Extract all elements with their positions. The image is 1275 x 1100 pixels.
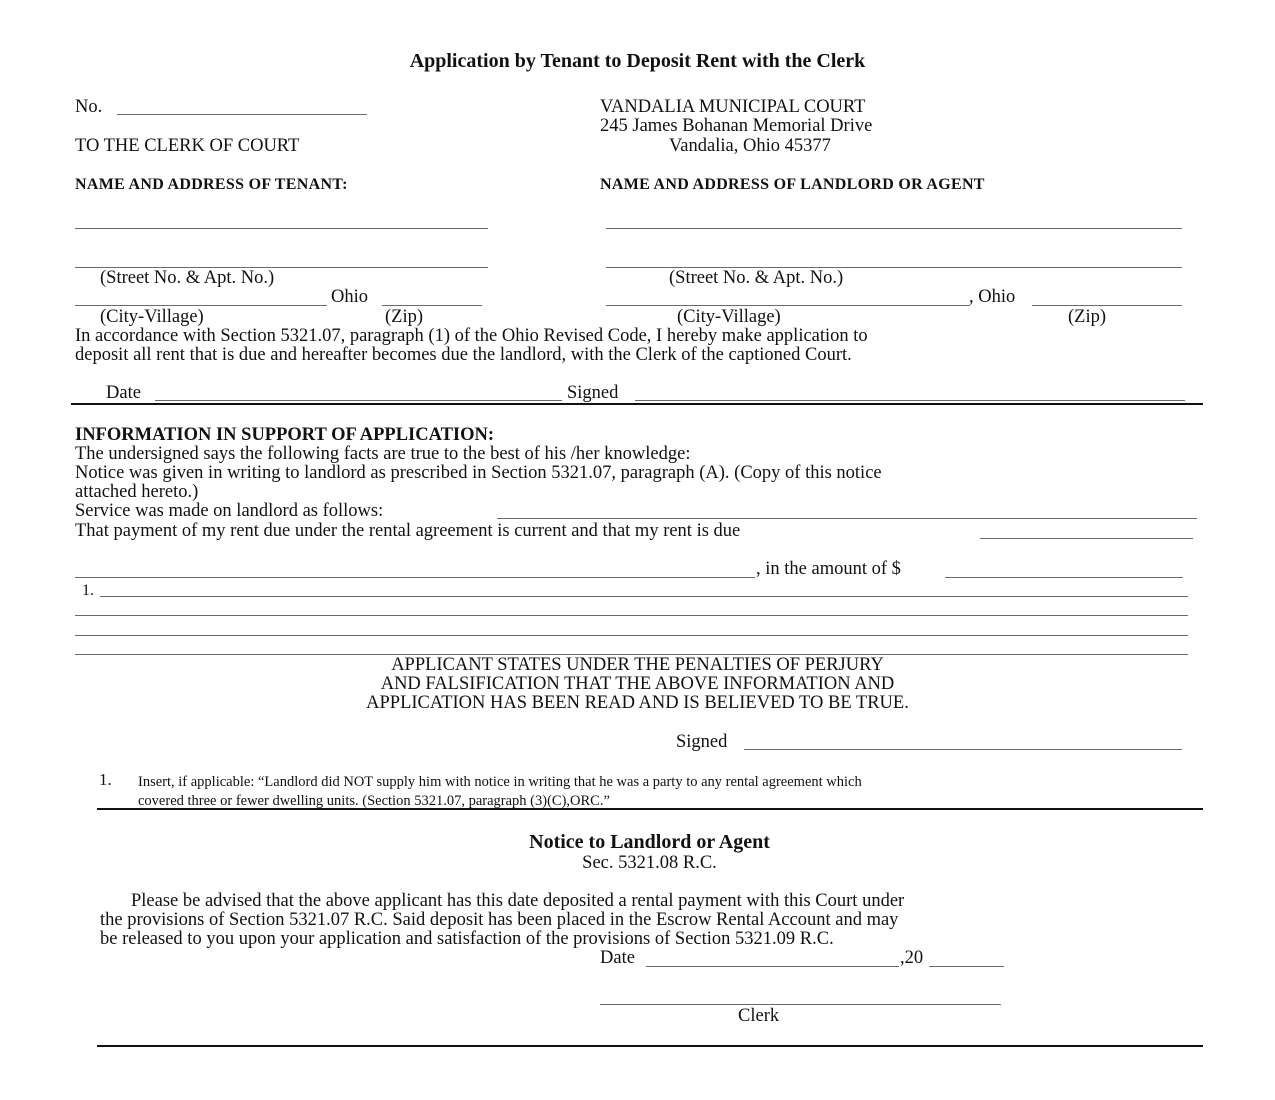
support-line-1: The undersigned says the following facts are true to the best of his /her knowledge: bbox=[75, 444, 691, 464]
court-city: Vandalia, Ohio 45377 bbox=[669, 136, 831, 156]
tenant-zip-label: (Zip) bbox=[385, 307, 424, 327]
landlord-city-field[interactable] bbox=[606, 305, 970, 306]
page-title: Application by Tenant to Deposit Rent with the Clerk bbox=[409, 50, 866, 72]
application-signature-field[interactable] bbox=[635, 400, 1185, 401]
section-divider-3 bbox=[97, 1045, 1203, 1047]
court-street: 245 James Bohanan Memorial Drive bbox=[600, 116, 873, 136]
support-item-line-1[interactable] bbox=[100, 596, 1188, 597]
amount-field[interactable] bbox=[945, 577, 1183, 578]
perjury-line-3: APPLICATION HAS BEEN READ AND IS BELIEVED TO BE TRUE. bbox=[366, 693, 909, 713]
tenant-city-field[interactable] bbox=[75, 305, 327, 306]
support-line-3: attached hereto.) bbox=[75, 482, 199, 502]
notice-body-line-2: the provisions of Section 5321.07 R.C. Said deposit has been placed in the Escrow Rental Account and may bbox=[100, 910, 899, 930]
notice-body-line-1: Please be advised that the above applicant has this date deposited a rental payment with this Court under bbox=[131, 891, 905, 911]
notice-title: Notice to Landlord or Agent bbox=[529, 831, 770, 853]
rent-due-date-field[interactable] bbox=[75, 577, 755, 578]
notice-body-line-3: be released to you upon your application and satisfaction of the provisions of Section 5321.09 R.C. bbox=[100, 929, 834, 949]
case-number-label: No. bbox=[75, 97, 103, 117]
landlord-name-field[interactable] bbox=[606, 228, 1182, 229]
notice-subtitle: Sec. 5321.08 R.C. bbox=[582, 853, 717, 873]
tenant-ohio-label: Ohio bbox=[331, 287, 368, 307]
tenant-zip-field[interactable] bbox=[382, 305, 482, 306]
landlord-street-label: (Street No. & Apt. No.) bbox=[669, 268, 844, 288]
footnote-number: 1. bbox=[99, 770, 112, 789]
application-date-field[interactable] bbox=[155, 400, 562, 401]
application-text-line-1: In accordance with Section 5321.07, paragraph (1) of the Ohio Revised Code, I hereby make application to bbox=[75, 326, 868, 346]
item-number: 1. bbox=[82, 582, 94, 599]
tenant-header: NAME AND ADDRESS OF TENANT: bbox=[75, 176, 348, 193]
notice-year-field[interactable] bbox=[929, 966, 1004, 967]
support-item-line-3[interactable] bbox=[75, 635, 1188, 636]
footnote-line-2: covered three or fewer dwelling units. (Section 5321.07, paragraph (3)(C),ORC.” bbox=[138, 793, 610, 809]
support-signature-field[interactable] bbox=[744, 749, 1182, 750]
rent-due-field[interactable] bbox=[980, 538, 1193, 539]
perjury-line-1: APPLICANT STATES UNDER THE PENALTIES OF PERJURY bbox=[391, 655, 884, 675]
support-item-line-2[interactable] bbox=[75, 615, 1188, 616]
to-clerk-label: TO THE CLERK OF COURT bbox=[75, 136, 300, 156]
payment-label: That payment of my rent due under the rental agreement is current and that my rent is due bbox=[75, 521, 741, 541]
section-divider-2 bbox=[97, 808, 1203, 810]
application-signed-label: Signed bbox=[567, 383, 619, 403]
service-label: Service was made on landlord as follows: bbox=[75, 501, 384, 521]
clerk-label: Clerk bbox=[738, 1006, 780, 1026]
perjury-line-2: AND FALSIFICATION THAT THE ABOVE INFORMATION AND bbox=[380, 674, 895, 694]
tenant-city-label: (City-Village) bbox=[100, 307, 204, 327]
landlord-header: NAME AND ADDRESS OF LANDLORD OR AGENT bbox=[600, 176, 985, 193]
support-header: INFORMATION IN SUPPORT OF APPLICATION: bbox=[75, 425, 495, 445]
notice-year-label: ,20 bbox=[900, 948, 924, 968]
notice-date-field[interactable] bbox=[646, 966, 899, 967]
landlord-zip-label: (Zip) bbox=[1068, 307, 1107, 327]
application-text-line-2: deposit all rent that is due and hereafter becomes due the landlord, with the Clerk of the captioned Court. bbox=[75, 345, 852, 365]
notice-date-label: Date bbox=[600, 948, 635, 968]
support-signed-label: Signed bbox=[676, 732, 728, 752]
landlord-ohio-label: , Ohio bbox=[969, 287, 1016, 307]
landlord-city-label: (City-Village) bbox=[677, 307, 781, 327]
service-field[interactable] bbox=[497, 518, 1197, 519]
support-line-2: Notice was given in writing to landlord as prescribed in Section 5321.07, paragraph (A). (Copy of this notice bbox=[75, 463, 882, 483]
clerk-signature-field[interactable] bbox=[600, 1004, 1001, 1005]
landlord-zip-field[interactable] bbox=[1032, 305, 1182, 306]
tenant-name-field[interactable] bbox=[75, 228, 488, 229]
application-date-label: Date bbox=[106, 383, 141, 403]
footnote-line-1: Insert, if applicable: “Landlord did NOT supply him with notice in writing that he was a party to any rental agreement which bbox=[138, 774, 862, 790]
case-number-field[interactable] bbox=[117, 114, 367, 115]
tenant-street-label: (Street No. & Apt. No.) bbox=[100, 268, 275, 288]
amount-label: , in the amount of $ bbox=[756, 559, 901, 579]
court-name: VANDALIA MUNICIPAL COURT bbox=[600, 97, 866, 117]
section-divider-1 bbox=[71, 403, 1203, 405]
